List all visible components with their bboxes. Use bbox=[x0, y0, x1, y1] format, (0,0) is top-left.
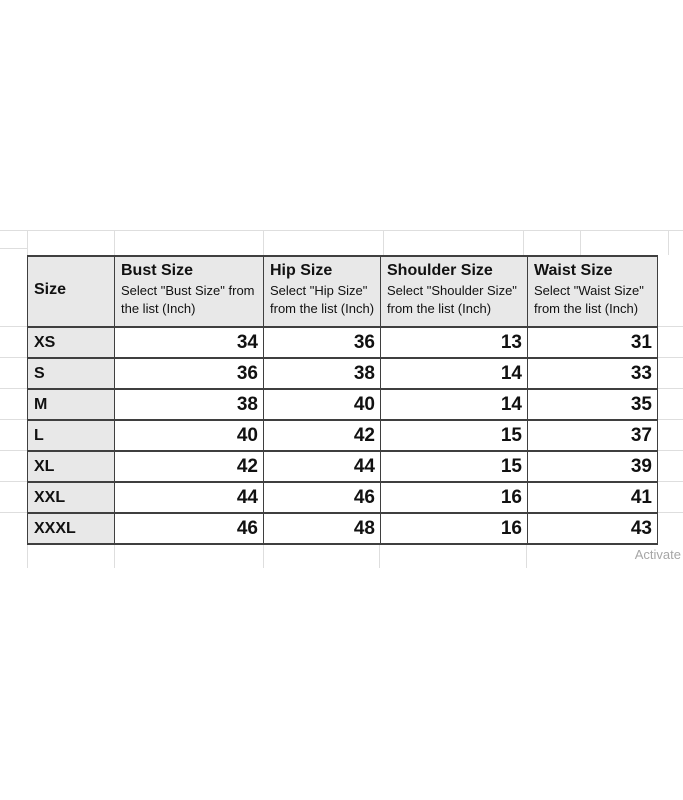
column-header-waist bbox=[528, 256, 658, 327]
sheet-gridline-vertical bbox=[27, 545, 28, 568]
sheet-gridline-vertical bbox=[263, 230, 264, 255]
column-header-shoulder bbox=[381, 256, 528, 327]
sheet-gridline-horizontal bbox=[658, 419, 683, 420]
size-label-cell: XXXL bbox=[28, 513, 115, 544]
table-row-xl bbox=[28, 451, 658, 482]
sheet-gridline-horizontal bbox=[0, 326, 27, 327]
column-subtitle: Select "Bust Size" from the list (Inch) bbox=[121, 283, 255, 316]
bust-value-cell: 36 bbox=[115, 358, 264, 389]
sheet-gridline-horizontal bbox=[0, 419, 27, 420]
shoulder-value-cell: 16 bbox=[381, 482, 528, 513]
size-chart-body bbox=[28, 327, 658, 544]
size-label-cell: L bbox=[28, 420, 115, 451]
sheet-gridline-vertical bbox=[668, 230, 669, 255]
size-chart-header bbox=[28, 256, 658, 327]
column-header-bust bbox=[115, 256, 264, 327]
waist-value-cell: 31 bbox=[528, 327, 658, 358]
hip-value-cell: 46 bbox=[264, 482, 381, 513]
sheet-gridline-vertical bbox=[114, 545, 115, 568]
bust-value-cell: 44 bbox=[115, 482, 264, 513]
sheet-gridline-horizontal bbox=[658, 450, 683, 451]
sheet-gridline-vertical bbox=[580, 230, 581, 255]
sheet-gridline-horizontal bbox=[658, 326, 683, 327]
sheet-gridline-horizontal bbox=[0, 248, 27, 249]
hip-value-cell: 42 bbox=[264, 420, 381, 451]
sheet-gridline-horizontal bbox=[0, 481, 27, 482]
sheet-gridline-horizontal bbox=[0, 388, 27, 389]
column-subtitle: Select "Hip Size" from the list (Inch) bbox=[270, 283, 375, 316]
sheet-gridline-vertical bbox=[383, 230, 384, 255]
hip-value-cell: 38 bbox=[264, 358, 381, 389]
sheet-gridline-horizontal bbox=[658, 357, 683, 358]
column-title: Bust Size bbox=[121, 262, 194, 279]
column-header-hip bbox=[264, 256, 381, 327]
shoulder-value-cell: 13 bbox=[381, 327, 528, 358]
bust-value-cell: 34 bbox=[115, 327, 264, 358]
size-label-cell: XL bbox=[28, 451, 115, 482]
column-header-size bbox=[28, 256, 115, 327]
sheet-gridline-horizontal bbox=[658, 481, 683, 482]
column-subtitle: Select "Waist Size" from the list (Inch) bbox=[534, 283, 644, 316]
bust-value-cell: 42 bbox=[115, 451, 264, 482]
bust-value-cell: 46 bbox=[115, 513, 264, 544]
shoulder-value-cell: 15 bbox=[381, 451, 528, 482]
hip-value-cell: 40 bbox=[264, 389, 381, 420]
column-title: Shoulder Size bbox=[387, 262, 493, 279]
waist-value-cell: 33 bbox=[528, 358, 658, 389]
header-row bbox=[28, 256, 658, 327]
column-title: Hip Size bbox=[270, 262, 333, 279]
waist-value-cell: 39 bbox=[528, 451, 658, 482]
sheet-gridline-vertical bbox=[379, 545, 380, 568]
shoulder-value-cell: 14 bbox=[381, 358, 528, 389]
column-subtitle: Select "Shoulder Size" from the list (Inch) bbox=[387, 283, 517, 316]
sheet-gridline-horizontal bbox=[0, 512, 27, 513]
waist-value-cell: 37 bbox=[528, 420, 658, 451]
sheet-gridline-vertical bbox=[114, 230, 115, 255]
shoulder-value-cell: 15 bbox=[381, 420, 528, 451]
sheet-gridline-horizontal bbox=[0, 357, 27, 358]
sheet-gridline-vertical bbox=[263, 545, 264, 568]
bust-value-cell: 40 bbox=[115, 420, 264, 451]
table-row-m bbox=[28, 389, 658, 420]
table-row-s bbox=[28, 358, 658, 389]
column-title: Waist Size bbox=[534, 262, 613, 279]
size-label-cell: M bbox=[28, 389, 115, 420]
waist-value-cell: 35 bbox=[528, 389, 658, 420]
column-title: Size bbox=[34, 281, 67, 299]
size-chart-table bbox=[27, 255, 658, 545]
shoulder-value-cell: 16 bbox=[381, 513, 528, 544]
hip-value-cell: 44 bbox=[264, 451, 381, 482]
sheet-gridline-horizontal bbox=[658, 512, 683, 513]
bust-value-cell: 38 bbox=[115, 389, 264, 420]
waist-value-cell: 43 bbox=[528, 513, 658, 544]
table-row-l bbox=[28, 420, 658, 451]
table-row-xs bbox=[28, 327, 658, 358]
table-row-xxl bbox=[28, 482, 658, 513]
hip-value-cell: 36 bbox=[264, 327, 381, 358]
activate-windows-watermark: Activate bbox=[634, 547, 681, 562]
sheet-gridline-vertical bbox=[523, 230, 524, 255]
table-row-xxxl bbox=[28, 513, 658, 544]
size-label-cell: XXL bbox=[28, 482, 115, 513]
shoulder-value-cell: 14 bbox=[381, 389, 528, 420]
hip-value-cell: 48 bbox=[264, 513, 381, 544]
size-label-cell: S bbox=[28, 358, 115, 389]
size-label-cell: XS bbox=[28, 327, 115, 358]
sheet-gridline-horizontal bbox=[0, 450, 27, 451]
waist-value-cell: 41 bbox=[528, 482, 658, 513]
sheet-gridline-vertical bbox=[27, 230, 28, 255]
sheet-gridline-vertical bbox=[526, 545, 527, 568]
sheet-gridline-horizontal bbox=[658, 388, 683, 389]
